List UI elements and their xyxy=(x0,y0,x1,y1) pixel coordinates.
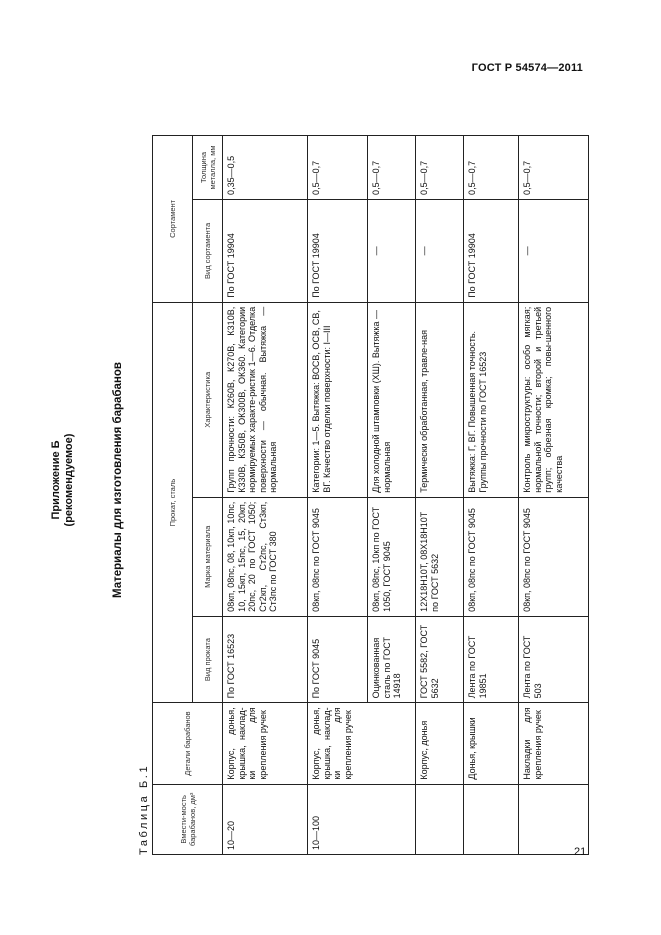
cell-material-grade: 08кп, 08пс, 08, 10кп, 10пс, 10, 15кп, 15пс, 15, 20кп, 20пс, 20 по ГОСТ 1050; Ст2кп, Ст2пс, Ст3кп, Ст3пс по ГОСТ 380 xyxy=(223,497,308,616)
cell-assortment-type: — xyxy=(519,199,589,302)
cell-thickness: 0,35—0,5 xyxy=(223,136,308,200)
header-assortment: Сортамент xyxy=(153,136,193,303)
cell-parts: Донья, крышки xyxy=(464,703,519,784)
header-characteristic: Характеристика xyxy=(193,302,223,497)
table-row xyxy=(223,136,308,855)
cell-capacity xyxy=(464,784,519,854)
table-row xyxy=(416,136,464,855)
cell-characteristic: Термически обработанная, травле-ная xyxy=(416,302,464,497)
cell-rolled-type: По ГОСТ 9045 xyxy=(308,616,368,703)
cell-thickness: 0,5—0,7 xyxy=(368,136,416,200)
appendix-subtitle: (рекомендуемое) xyxy=(63,433,75,527)
cell-capacity: 10—20 xyxy=(223,784,308,854)
cell-assortment-type: — xyxy=(416,199,464,302)
cell-parts: Корпус, донья, крышка, наклад-ки для крепления ручек xyxy=(308,703,416,784)
cell-characteristic: Групп прочности: К260В, К270В, К310В, К330В, К350В, ОК300В, ОК360. Категории нормируемых характе-ристик 1—6. Отделка поверхности — обычная. Вытяжка — нормальная xyxy=(223,302,308,497)
materials-table xyxy=(152,135,589,855)
appendix-heading xyxy=(50,95,76,865)
cell-rolled-type: По ГОСТ 16523 xyxy=(223,616,308,703)
cell-thickness: 0,5—0,7 xyxy=(308,136,368,200)
cell-characteristic: Для холодной штамповки (ХШ). Вытяжка — нормальная xyxy=(368,302,416,497)
cell-characteristic: Контроль микроструктуры: особо мягкая; нормальной точности; второй и третьей групп; обрезная кромка; повы-шенного качества xyxy=(519,302,589,497)
cell-material-grade: 08кп, 08пс, 10кп по ГОСТ 1050, ГОСТ 9045 xyxy=(368,497,416,616)
table-row xyxy=(308,136,368,855)
cell-characteristic: Вытяжка: Г, ВГ. Повышенная точность. Группы прочности по ГОСТ 16523 xyxy=(464,302,519,497)
cell-rolled-type: ГОСТ 5582, ГОСТ 5632 xyxy=(416,616,464,703)
header-thickness: Толщина металла, мм xyxy=(193,136,223,200)
header-rolled-steel: Прокат, сталь xyxy=(153,302,193,703)
cell-parts: Корпус, донья xyxy=(416,703,464,784)
cell-material-grade: 12Х18Н10Т, 08Х18Н10Т по ГОСТ 5632 xyxy=(416,497,464,616)
cell-capacity xyxy=(519,784,589,854)
header-assortment-type: Вид сортамента xyxy=(193,199,223,302)
cell-parts: Накладки для крепления ручек xyxy=(519,703,589,784)
cell-thickness: 0,5—0,7 xyxy=(519,136,589,200)
table-label: Таблица Б.1 xyxy=(138,763,150,855)
cell-capacity: 10—100 xyxy=(308,784,416,854)
cell-rolled-type: Лента по ГОСТ 19851 xyxy=(464,616,519,703)
cell-assortment-type: По ГОСТ 19904 xyxy=(223,199,308,302)
table-row xyxy=(519,136,589,855)
cell-assortment-type: По ГОСТ 19904 xyxy=(308,199,368,302)
cell-characteristic: Категории: 1—5. Вытяжка: ВОСВ, ОСВ, СВ, ВГ. Качество отделки поверхности: I—III xyxy=(308,302,368,497)
rotated-content xyxy=(32,95,564,865)
cell-capacity xyxy=(416,784,464,854)
cell-assortment-type: По ГОСТ 19904 xyxy=(464,199,519,302)
cell-rolled-type: Оцинкованная сталь по ГОСТ 14918 xyxy=(368,616,416,703)
cell-thickness: 0,5—0,7 xyxy=(464,136,519,200)
appendix-title: Приложение Б xyxy=(50,440,62,520)
header-capacity: Вмести-мость барабанов, дм³ xyxy=(153,784,223,854)
header-parts: Детали барабанов xyxy=(153,703,223,784)
cell-assortment-type: — xyxy=(368,199,416,302)
cell-parts: Корпус, донья, крышка, наклад-ки для крепления ручек xyxy=(223,703,308,784)
header-material-grade: Марка материала xyxy=(193,497,223,616)
cell-material-grade: 08кп, 08пс по ГОСТ 9045 xyxy=(308,497,368,616)
table-row xyxy=(464,136,519,855)
document-id: ГОСТ Р 54574—2011 xyxy=(471,62,583,74)
header-rolled-type: Вид проката xyxy=(193,616,223,703)
page-number: 21 xyxy=(574,846,587,858)
document-title: Материалы для изготовления барабанов xyxy=(112,362,124,598)
cell-rolled-type: Лента по ГОСТ 503 xyxy=(519,616,589,703)
cell-material-grade: 08кп, 08пс по ГОСТ 9045 xyxy=(519,497,589,616)
cell-thickness: 0,5—0,7 xyxy=(416,136,464,200)
cell-material-grade: 08кп, 08пс по ГОСТ 9045 xyxy=(464,497,519,616)
